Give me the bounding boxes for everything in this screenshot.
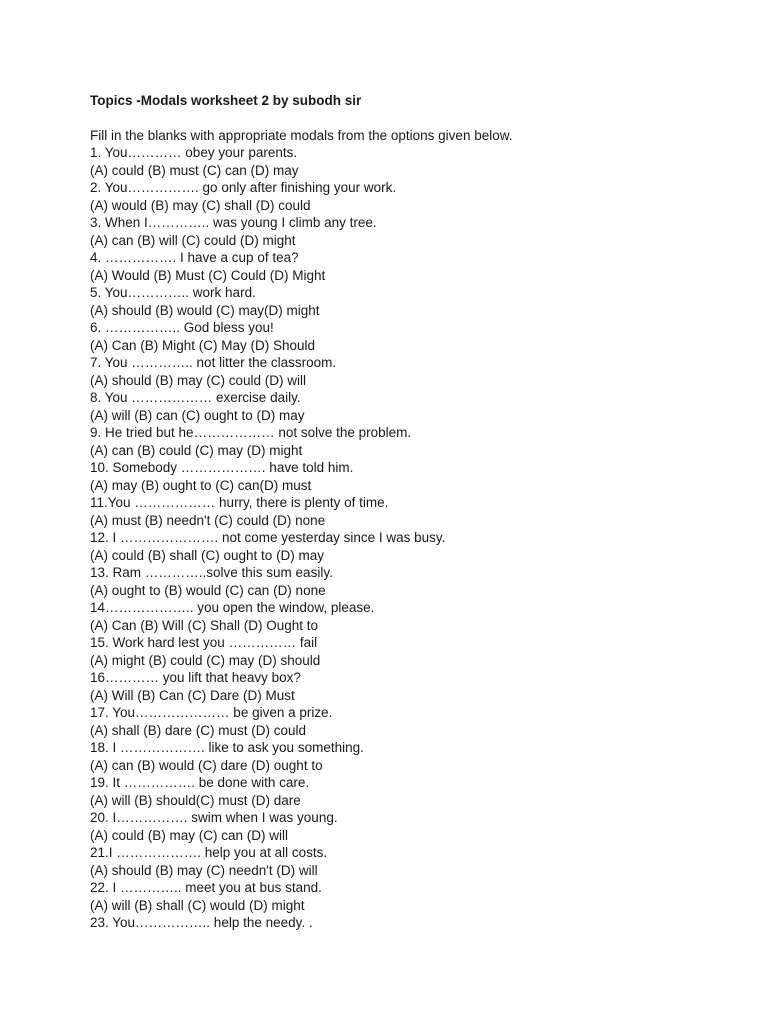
- answer-options: (A) Can (B) Will (C) Shall (D) Ought to: [90, 617, 319, 633]
- question-text: 22. I ………….. meet you at bus stand.: [90, 880, 322, 895]
- question-text: 1. You………… obey your parents.: [90, 145, 298, 160]
- answer-options: (A) will (B) shall (C) would (D) might: [90, 897, 305, 913]
- answer-options: (A) can (B) could (C) may (D) might: [90, 442, 303, 458]
- question-item: [90, 389, 730, 424]
- question-text: 12. I …………………. not come yesterday since I was busy.: [90, 530, 446, 545]
- question-text: 6. …………….. God bless you!: [90, 320, 274, 335]
- question-text: 10. Somebody ………………. have told him.: [90, 460, 354, 475]
- worksheet-title: Topics -Modals worksheet 2 by subodh sir: [90, 93, 362, 108]
- question-text: 2. You……………. go only after finishing your work.: [90, 180, 397, 195]
- question-item: [90, 494, 730, 529]
- question-item: [90, 424, 730, 459]
- question-text: 19. It ……………. be done with care.: [90, 775, 310, 790]
- question-item: [90, 319, 730, 354]
- question-item: [90, 144, 730, 179]
- question-text: 23. You…………….. help the needy. .: [90, 915, 313, 930]
- answer-options: (A) Would (B) Must (C) Could (D) Might: [90, 267, 326, 283]
- question-text: 7. You ………….. not litter the classroom.: [90, 355, 337, 370]
- question-item: [90, 879, 730, 914]
- question-text: 11.You ……………… hurry, there is plenty of time.: [90, 495, 389, 510]
- question-text: 9. He tried but he……………… not solve the problem.: [90, 425, 412, 440]
- question-item: [90, 214, 730, 249]
- question-text: 21.I ………………. help you at all costs.: [90, 845, 328, 860]
- answer-options: (A) could (B) may (C) can (D) will: [90, 827, 289, 843]
- worksheet-instruction: Fill in the blanks with appropriate modals from the options given below.: [90, 127, 513, 143]
- question-item: [90, 739, 730, 774]
- answer-options: (A) might (B) could (C) may (D) should: [90, 652, 321, 668]
- question-list: [90, 144, 730, 932]
- question-text: 13. Ram …………..solve this sum easily.: [90, 565, 333, 580]
- question-item: [90, 249, 730, 284]
- question-item: [90, 809, 730, 844]
- question-text: 15. Work hard lest you …………… fail: [90, 635, 318, 650]
- answer-options: (A) should (B) would (C) may(D) might: [90, 302, 320, 318]
- question-text: 5. You………….. work hard.: [90, 285, 256, 300]
- question-text: 18. I ………………. like to ask you something.: [90, 740, 364, 755]
- worksheet-page: [90, 92, 730, 932]
- question-item: [90, 599, 730, 634]
- question-item: [90, 634, 730, 669]
- answer-options: (A) can (B) would (C) dare (D) ought to: [90, 757, 323, 773]
- question-text: 16………… you lift that heavy box?: [90, 670, 301, 685]
- question-item: [90, 774, 730, 809]
- question-item: [90, 669, 730, 704]
- answer-options: (A) will (B) can (C) ought to (D) may: [90, 407, 305, 423]
- question-item: [90, 844, 730, 879]
- answer-options: (A) could (B) must (C) can (D) may: [90, 162, 299, 178]
- answer-options: (A) Can (B) Might (C) May (D) Should: [90, 337, 316, 353]
- question-text: 4. ……………. I have a cup of tea?: [90, 250, 299, 265]
- question-item: [90, 704, 730, 739]
- answer-options: (A) could (B) shall (C) ought to (D) may: [90, 547, 325, 563]
- question-item: [90, 914, 730, 932]
- question-text: 14……………….. you open the window, please.: [90, 600, 375, 615]
- question-item: [90, 179, 730, 214]
- question-item: [90, 529, 730, 564]
- answer-options: (A) would (B) may (C) shall (D) could: [90, 197, 311, 213]
- answer-options: (A) may (B) ought to (C) can(D) must: [90, 477, 312, 493]
- question-text: 17. You………………… be given a prize.: [90, 705, 333, 720]
- answer-options: (A) Will (B) Can (C) Dare (D) Must: [90, 687, 295, 703]
- question-item: [90, 564, 730, 599]
- question-text: 20. I……………. swim when I was young.: [90, 810, 338, 825]
- question-item: [90, 284, 730, 319]
- answer-options: (A) will (B) should(C) must (D) dare: [90, 792, 301, 808]
- question-item: [90, 354, 730, 389]
- answer-options: (A) should (B) may (C) could (D) will: [90, 372, 307, 388]
- answer-options: (A) must (B) needn't (C) could (D) none: [90, 512, 326, 528]
- question-item: [90, 459, 730, 494]
- answer-options: (A) can (B) will (C) could (D) might: [90, 232, 296, 248]
- question-text: 8. You ……………… exercise daily.: [90, 390, 301, 405]
- answer-options: (A) ought to (B) would (C) can (D) none: [90, 582, 326, 598]
- answer-options: (A) should (B) may (C) needn't (D) will: [90, 862, 318, 878]
- answer-options: (A) shall (B) dare (C) must (D) could: [90, 722, 307, 738]
- question-text: 3. When I………….. was young I climb any tree.: [90, 215, 377, 230]
